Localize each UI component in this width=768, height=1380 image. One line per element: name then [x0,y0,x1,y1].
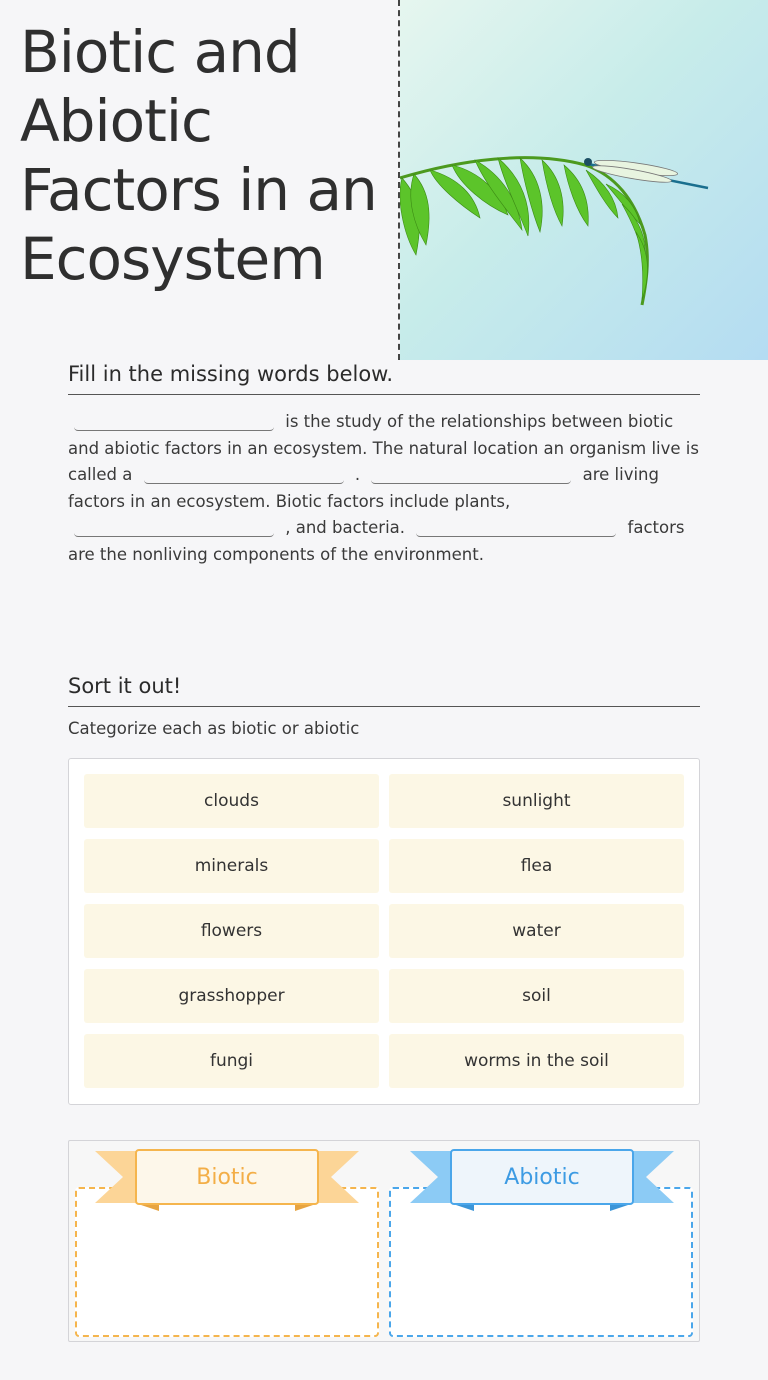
text-segment: factors are the nonliving components of the environment. [68,518,685,564]
blank-input-4[interactable] [74,520,274,537]
draggable-item[interactable]: minerals [84,839,379,893]
draggable-item[interactable]: soil [389,969,684,1023]
sort-section-title: Sort it out! [68,674,700,707]
blank-input-3[interactable] [371,467,571,484]
sort-items-box [68,758,700,1105]
text-segment: are living factors in an ecosystem. Biotic factors include plants, [68,465,659,511]
text-segment: . [354,465,361,484]
draggable-item[interactable]: flowers [84,904,379,958]
fill-in-section [68,362,700,568]
fill-section-title: Fill in the missing words below. [68,362,700,395]
sort-section [68,674,700,738]
blank-input-5[interactable] [416,520,616,537]
draggable-item[interactable]: grasshopper [84,969,379,1023]
blank-input-2[interactable] [144,467,344,484]
draggable-item[interactable]: fungi [84,1034,379,1088]
abiotic-category-label: Abiotic [450,1149,634,1205]
blank-input-1[interactable] [74,414,274,431]
draggable-item[interactable]: worms in the soil [389,1034,684,1088]
page-title: Biotic and Abiotic Factors in an Ecosystem [20,18,377,293]
sort-instructions: Categorize each as biotic or abiotic [68,719,360,738]
text-segment: , and bacteria. [285,518,406,537]
category-drop-area [68,1140,700,1342]
draggable-item[interactable]: water [389,904,684,958]
draggable-item[interactable]: sunlight [389,774,684,828]
biotic-category-label: Biotic [135,1149,319,1205]
text-segment: is the study of the relationships between biotic and abiotic factors in an ecosystem. The natural location an organism live is called a [68,412,699,484]
dragonfly-on-fern-image [400,0,768,360]
draggable-item[interactable]: flea [389,839,684,893]
draggable-item[interactable]: clouds [84,774,379,828]
fill-paragraph [68,409,700,568]
hero-header [0,0,768,360]
hero-illustration [400,0,768,360]
